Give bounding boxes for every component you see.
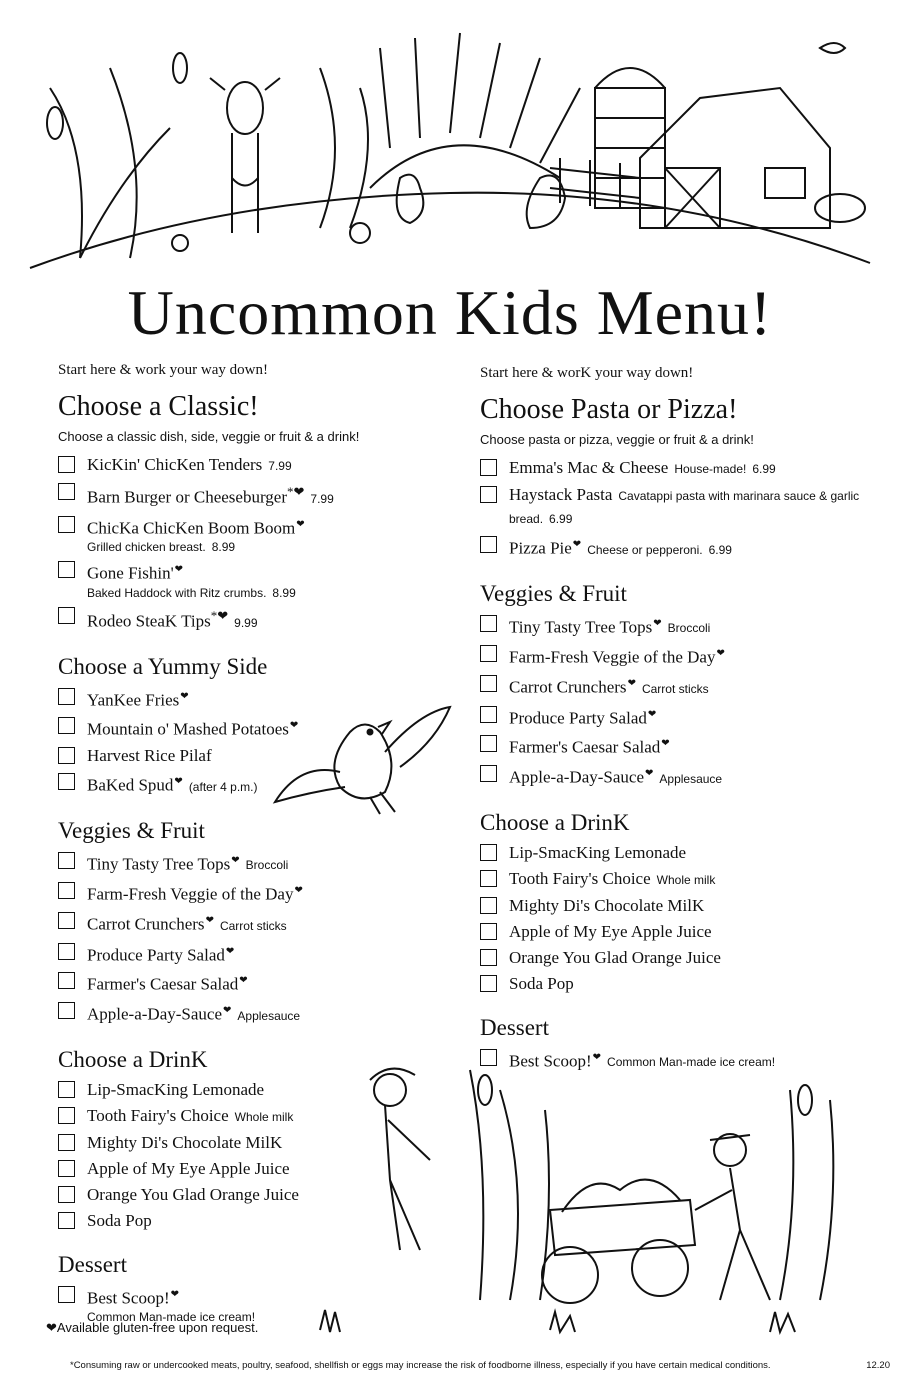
item-name: Soda Pop (509, 973, 574, 993)
checkbox[interactable] (480, 735, 497, 752)
menu-item (58, 481, 458, 510)
menu-item (58, 850, 458, 877)
gluten-free-heart-icon: ❤ (170, 1288, 180, 1300)
footer-disclaimer: *Consuming raw or undercooked meats, poultry, seafood, shellfish or eggs may increase the risk of foodborne illness, especially if you have certain medical conditions. (70, 1360, 771, 1371)
item-name: Orange You Glad Orange Juice (87, 1184, 299, 1204)
section-title: Choose a Yummy Side (58, 653, 268, 679)
checkbox[interactable] (480, 897, 497, 914)
start-instruction: Start here & work your way down! (58, 362, 268, 378)
hill-line (30, 193, 870, 268)
checkbox[interactable] (58, 747, 75, 764)
menu-item (480, 763, 880, 790)
checkbox[interactable] (58, 516, 75, 533)
footer (70, 1360, 890, 1371)
gluten-free-heart-icon: ❤ (296, 518, 305, 530)
item-name: Emma's Mac & Cheese (509, 458, 669, 477)
item-name: Apple-a-Day-Sauce (509, 767, 644, 787)
item-description: House-made! (674, 462, 747, 476)
checkbox[interactable] (58, 717, 75, 734)
menu-item (58, 514, 458, 556)
item-name: Tooth Fairy's Choice (87, 1105, 229, 1125)
gluten-free-heart-icon: *❤ (210, 607, 229, 623)
section-subtitle: Choose pasta or pizza, veggie or fruit & a drink! (480, 432, 754, 447)
item-description: Cavatappi pasta with marinara sauce & garlic bread. (509, 489, 860, 526)
menu-item (480, 947, 880, 969)
corn-stalk-icon (47, 53, 368, 258)
gluten-free-heart-icon: ❤ (225, 945, 235, 957)
gluten-free-heart-icon: ❤ (647, 708, 657, 720)
wagon-icon (542, 1180, 695, 1303)
checkbox[interactable] (480, 765, 497, 782)
item-name: Tiny Tasty Tree Tops (509, 617, 653, 637)
section-title: Dessert (58, 1251, 127, 1277)
item-description: Whole milk (656, 872, 716, 887)
item-description: Cheese or pepperoni. (587, 542, 703, 557)
item-name: Carrot Crunchers (87, 914, 205, 934)
checkbox[interactable] (480, 975, 497, 992)
menu-item (480, 973, 880, 995)
gluten-free-note (46, 1320, 258, 1336)
item-name: Apple of My Eye Apple Juice (87, 1158, 290, 1178)
page-title: Uncommon Kids Menu! (127, 277, 773, 348)
gluten-free-heart-icon: ❤ (653, 617, 662, 629)
menu-item (480, 484, 880, 530)
item-name: KicKin' ChicKen Tenders (87, 455, 263, 474)
checkbox[interactable] (480, 459, 497, 476)
pasta-section (480, 394, 880, 561)
checkbox[interactable] (58, 1286, 75, 1303)
farm-scene-illustration (20, 28, 880, 278)
menu-item (480, 673, 880, 700)
item-description: Whole milk (234, 1109, 294, 1124)
item-name: Carrot Crunchers (509, 677, 627, 697)
item-name: Lip-SmacKing Lemonade (87, 1079, 265, 1099)
item-name: ChicKa ChicKen Boom Boom (87, 518, 296, 538)
item-description: Broccoli (245, 858, 289, 873)
menu-item (58, 910, 458, 937)
item-name: Mighty Di's Chocolate MilK (509, 895, 705, 915)
checkbox[interactable] (58, 773, 75, 790)
checkbox[interactable] (480, 536, 497, 553)
item-name: Rodeo SteaK Tips (87, 611, 211, 631)
section-title: Dessert (480, 1014, 549, 1040)
checkbox[interactable] (58, 561, 75, 578)
item-name: Apple of My Eye Apple Juice (509, 921, 712, 941)
item-name: Farm-Fresh Veggie of the Day (509, 647, 716, 667)
checkbox[interactable] (58, 852, 75, 869)
menu-item (58, 880, 458, 906)
girl-icon (370, 1069, 430, 1250)
bird-icon (820, 43, 845, 53)
item-description: Carrot sticks (219, 918, 287, 933)
item-name: Farmer's Caesar Salad (509, 737, 661, 757)
checkbox[interactable] (58, 456, 75, 473)
item-name: BaKed Spud (87, 775, 174, 795)
checkbox[interactable] (480, 645, 497, 662)
gluten-free-heart-icon: ❤ (223, 1004, 232, 1016)
item-price: 8.99 (272, 585, 296, 600)
checkbox[interactable] (480, 706, 497, 723)
boy-icon (695, 1134, 770, 1300)
drink-section (480, 810, 880, 995)
item-name: Tooth Fairy's Choice (509, 868, 651, 888)
calf-icon (815, 194, 865, 222)
item-name: Lip-SmacKing Lemonade (509, 842, 687, 862)
checkbox[interactable] (480, 844, 497, 861)
gluten-free-heart-icon: ❤ (174, 775, 183, 787)
gluten-free-heart-icon: ❤ (174, 564, 184, 576)
section-subtitle: Choose a classic dish, side, veggie or fruit & a drink! (58, 429, 360, 444)
menu-item (58, 941, 458, 967)
section-title: Choose a DrinK (480, 809, 630, 835)
menu-item (58, 559, 458, 601)
item-name: Gone Fishin' (87, 563, 174, 583)
gluten-free-heart-icon: ❤ (289, 720, 299, 732)
menu-item (480, 704, 880, 730)
menu-item (58, 605, 458, 634)
item-name: Haystack Pasta (509, 485, 613, 504)
checkbox[interactable] (58, 882, 75, 899)
item-description: Baked Haddock with Ritz crumbs. (87, 585, 267, 600)
gluten-free-heart-icon: ❤ (46, 1320, 57, 1335)
item-price: 7.99 (310, 491, 334, 506)
section-title: Choose Pasta or Pizza! (480, 394, 738, 425)
section-title: Choose a Classic! (58, 391, 259, 422)
menu-item (480, 457, 880, 480)
item-description: Applesauce (237, 1008, 301, 1023)
item-name: Produce Party Salad (509, 708, 647, 728)
item-description: Common Man-made ice cream! (87, 1310, 256, 1325)
checkbox[interactable] (58, 1212, 75, 1229)
menu-item (58, 1000, 458, 1027)
checkbox[interactable] (480, 923, 497, 940)
corn-stalk-icon (470, 1070, 833, 1300)
item-name: Farmer's Caesar Salad (87, 974, 239, 994)
checkbox[interactable] (58, 1002, 75, 1019)
checkbox[interactable] (480, 949, 497, 966)
item-name: Apple-a-Day-Sauce (87, 1004, 222, 1024)
cow-icon (210, 78, 280, 233)
kids-wagon-illustration (300, 1050, 880, 1350)
item-name: Best Scoop! (87, 1288, 170, 1308)
gluten-free-heart-icon: ❤ (627, 677, 636, 689)
menu-item (480, 733, 880, 759)
section-title: Veggies & Fruit (58, 817, 205, 843)
section-title: Choose a DrinK (58, 1046, 208, 1072)
item-price: 6.99 (549, 512, 573, 526)
chick-icon (172, 223, 370, 251)
gluten-free-heart-icon: *❤ (287, 484, 305, 499)
checkbox[interactable] (58, 1186, 75, 1203)
gluten-free-heart-icon: ❤ (661, 738, 670, 750)
item-description: Grilled chicken breast. (87, 540, 206, 555)
menu-item (58, 454, 458, 477)
menu-item (480, 842, 880, 864)
barn-icon (640, 88, 830, 228)
item-name: Mountain o' Mashed Potatoes (87, 719, 289, 739)
section-title: Veggies & Fruit (480, 580, 627, 606)
gluten-free-heart-icon: ❤ (294, 885, 303, 897)
menu-version: 12.20 (866, 1360, 890, 1371)
menu-item (480, 868, 880, 891)
veggies-section (58, 818, 458, 1027)
rooster-icon (397, 175, 565, 228)
item-price: 6.99 (708, 542, 732, 557)
gluten-free-note-text: Available gluten-free upon request. (56, 1320, 259, 1335)
gluten-free-heart-icon: ❤ (592, 1051, 602, 1063)
item-description: Applesauce (659, 771, 723, 786)
checkbox[interactable] (58, 688, 75, 705)
item-description: Carrot sticks (641, 681, 709, 696)
item-price: 8.99 (211, 540, 236, 555)
gluten-free-heart-icon: ❤ (180, 690, 189, 702)
right-menu-column (480, 365, 880, 1093)
checkbox[interactable] (480, 615, 497, 632)
menu-item (58, 970, 458, 996)
menu-item (480, 895, 880, 917)
item-description: Common Man-made ice cream! (607, 1055, 776, 1070)
checkbox[interactable] (480, 675, 497, 692)
menu-item (480, 921, 880, 943)
checkbox[interactable] (480, 486, 497, 503)
gluten-free-heart-icon: ❤ (572, 539, 582, 550)
item-name: Tiny Tasty Tree Tops (87, 854, 231, 874)
bird-illustration (270, 702, 460, 822)
item-name: Pizza Pie (509, 538, 572, 558)
menu-item (480, 534, 880, 561)
item-price: 7.99 (268, 459, 292, 473)
item-price: 6.99 (752, 462, 776, 476)
item-name: YanKee Fries (87, 690, 180, 710)
item-name: Orange You Glad Orange Juice (509, 947, 721, 967)
item-name: Harvest Rice Pilaf (87, 745, 212, 765)
checkbox[interactable] (58, 1081, 75, 1098)
sun-rays-icon (370, 33, 580, 188)
veggies-section (480, 581, 880, 790)
grass-icon (320, 1310, 795, 1332)
checkbox[interactable] (58, 607, 75, 624)
gluten-free-heart-icon: ❤ (716, 648, 725, 660)
checkbox[interactable] (58, 483, 75, 500)
silo-icon (595, 68, 665, 208)
checkbox[interactable] (58, 1134, 75, 1151)
checkbox[interactable] (58, 943, 75, 960)
checkbox[interactable] (480, 870, 497, 887)
item-name: Barn Burger or Cheeseburger (87, 487, 288, 507)
item-name: Best Scoop! (509, 1051, 592, 1071)
item-name: Produce Party Salad (87, 945, 225, 965)
checkbox[interactable] (58, 912, 75, 929)
checkbox[interactable] (58, 1107, 75, 1124)
checkbox[interactable] (58, 972, 75, 989)
item-price: 9.99 (234, 615, 258, 630)
gluten-free-heart-icon: ❤ (231, 854, 240, 866)
gluten-free-heart-icon: ❤ (645, 767, 654, 779)
classic-section (58, 391, 458, 634)
item-name: Mighty Di's Chocolate MilK (87, 1132, 283, 1152)
gluten-free-heart-icon: ❤ (205, 914, 214, 926)
item-description: Broccoli (667, 621, 711, 636)
item-description: (after 4 p.m.) (188, 779, 258, 794)
checkbox[interactable] (58, 1160, 75, 1177)
start-instruction: Start here & worK your way down! (480, 365, 694, 381)
menu-item (480, 643, 880, 669)
gluten-free-heart-icon: ❤ (239, 975, 248, 987)
item-name: Soda Pop (87, 1210, 152, 1230)
menu-item (480, 613, 880, 640)
item-name: Farm-Fresh Veggie of the Day (87, 884, 294, 904)
